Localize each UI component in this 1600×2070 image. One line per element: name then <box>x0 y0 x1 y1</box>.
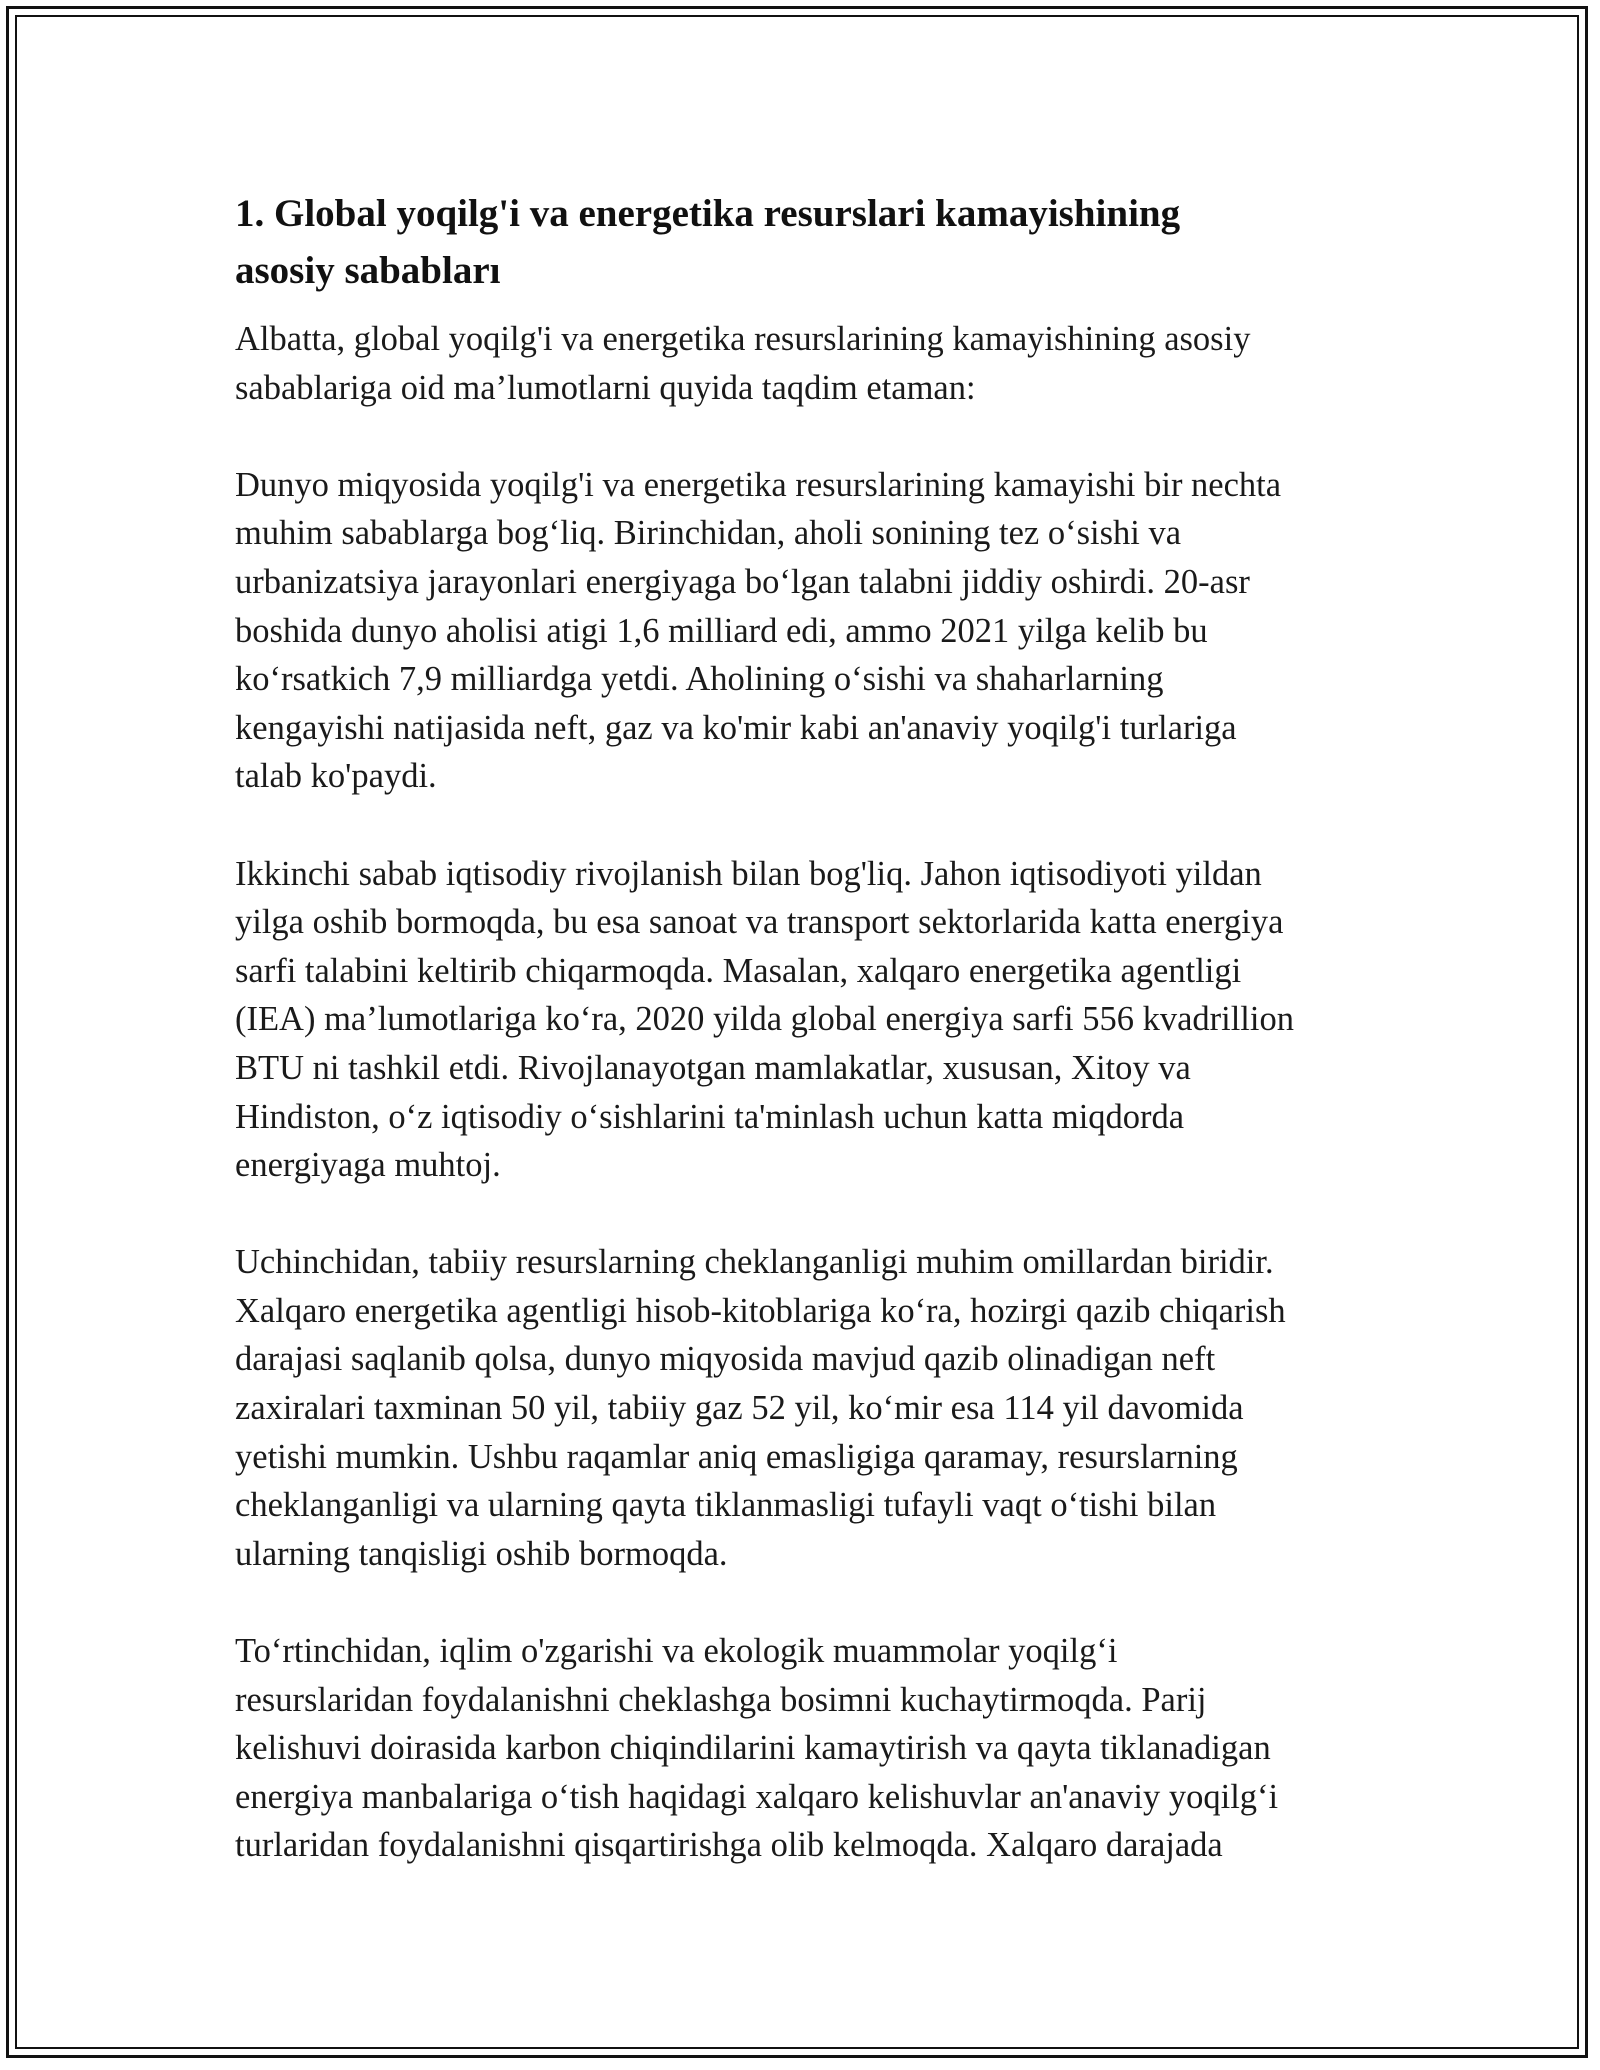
text-line: ko‘rsatkich 7,9 milliardga yetdi. Aholining o‘sishi va shaharlarning <box>235 660 1164 699</box>
paragraph-intro <box>235 315 1365 412</box>
text-line: sabablariga oid ma’lumotlarni quyida taqdim etaman: <box>235 368 976 407</box>
text-line: yetishi mumkin. Ushbu raqamlar aniq emasligiga qaramay, resurslarning <box>235 1437 1238 1476</box>
page-title <box>235 185 1365 299</box>
text-line: boshida dunyo aholisi atigi 1,6 milliard edi, ammo 2021 yilga kelib bu <box>235 611 1208 650</box>
text-line: Ikkinchi sabab iqtisodiy rivojlanish bilan bog'liq. Jahon iqtisodiyoti yildan <box>235 854 1262 893</box>
text-line: To‘rtinchidan, iqlim o'zgarishi va ekologik muammolar yoqilg‘i <box>235 1632 1118 1671</box>
text-line: Uchinchidan, tabiiy resurslarning cheklanganligi muhim omillardan biridir. <box>235 1243 1274 1282</box>
text-line: ularning tanqisligi oshib bormoqda. <box>235 1534 728 1573</box>
text-line: (IEA) ma’lumotlariga ko‘ra, 2020 yilda global energiya sarfi 556 kvadrillion <box>235 1000 1294 1039</box>
text-line: yilga oshib bormoqda, bu esa sanoat va transport sektorlarida katta energiya <box>235 903 1284 942</box>
text-line: zaxiralari taxminan 50 yil, tabiiy gaz 52 yil, ko‘mir esa 114 yil davomida <box>235 1389 1244 1428</box>
text-line: kelishuvi doirasida karbon chiqindilarini kamaytirish va qayta tiklanadigan <box>235 1729 1271 1768</box>
paragraph-economy <box>235 850 1365 1190</box>
title-line: asosiy sababları <box>235 249 501 292</box>
text-line: energiyaga muhtoj. <box>235 1146 501 1185</box>
text-line: cheklanganligi va ularning qayta tiklanmasligi tufayli vaqt o‘tishi bilan <box>235 1486 1217 1525</box>
paragraph-resources <box>235 1238 1365 1578</box>
text-line: turlaridan foydalanishni qisqartirishga olib kelmoqda. Xalqaro darajada <box>235 1826 1223 1865</box>
text-line: talab ko'paydi. <box>235 757 437 796</box>
text-line: Dunyo miqyosida yoqilg'i va energetika resurslarining kamayishi bir nechta <box>235 465 1282 504</box>
document-body <box>235 185 1365 1919</box>
paragraph-climate <box>235 1627 1365 1870</box>
text-line: Albatta, global yoqilg'i va energetika resurslarining kamayishining asosiy <box>235 320 1251 358</box>
text-line: darajasi saqlanib qolsa, dunyo miqyosida mavjud qazib olinadigan neft <box>235 1340 1216 1379</box>
text-line: muhim sabablarga bog‘liq. Birinchidan, aholi sonining tez o‘sishi va <box>235 514 1182 553</box>
title-line: 1. Global yoqilg'i va energetika resurslari kamayishining <box>235 192 1181 235</box>
text-line: BTU ni tashkil etdi. Rivojlanayotgan mamlakatlar, xususan, Xitoy va <box>235 1048 1191 1087</box>
paragraph-population <box>235 461 1365 801</box>
text-line: Xalqaro energetika agentligi hisob-kitoblariga ko‘ra, hozirgi qazib chiqarish <box>235 1291 1286 1330</box>
text-line: energiya manbalariga o‘tish haqidagi xalqaro kelishuvlar an'anaviy yoqilg‘i <box>235 1777 1279 1816</box>
text-line: sarfi talabini keltirib chiqarmoqda. Masalan, xalqaro energetika agentligi <box>235 951 1242 990</box>
text-line: kengayishi natijasida neft, gaz va ko'mir kabi an'anaviy yoqilg'i turlariga <box>235 708 1237 747</box>
text-line: Hindiston, o‘z iqtisodiy o‘sishlarini ta'minlash uchun katta miqdorda <box>235 1097 1185 1136</box>
text-line: resurslaridan foydalanishni cheklashga bosimni kuchaytirmoqda. Parij <box>235 1680 1207 1719</box>
text-line: urbanizatsiya jarayonlari energiyaga bo‘lgan talabni jiddiy oshirdi. 20-asr <box>235 562 1250 601</box>
